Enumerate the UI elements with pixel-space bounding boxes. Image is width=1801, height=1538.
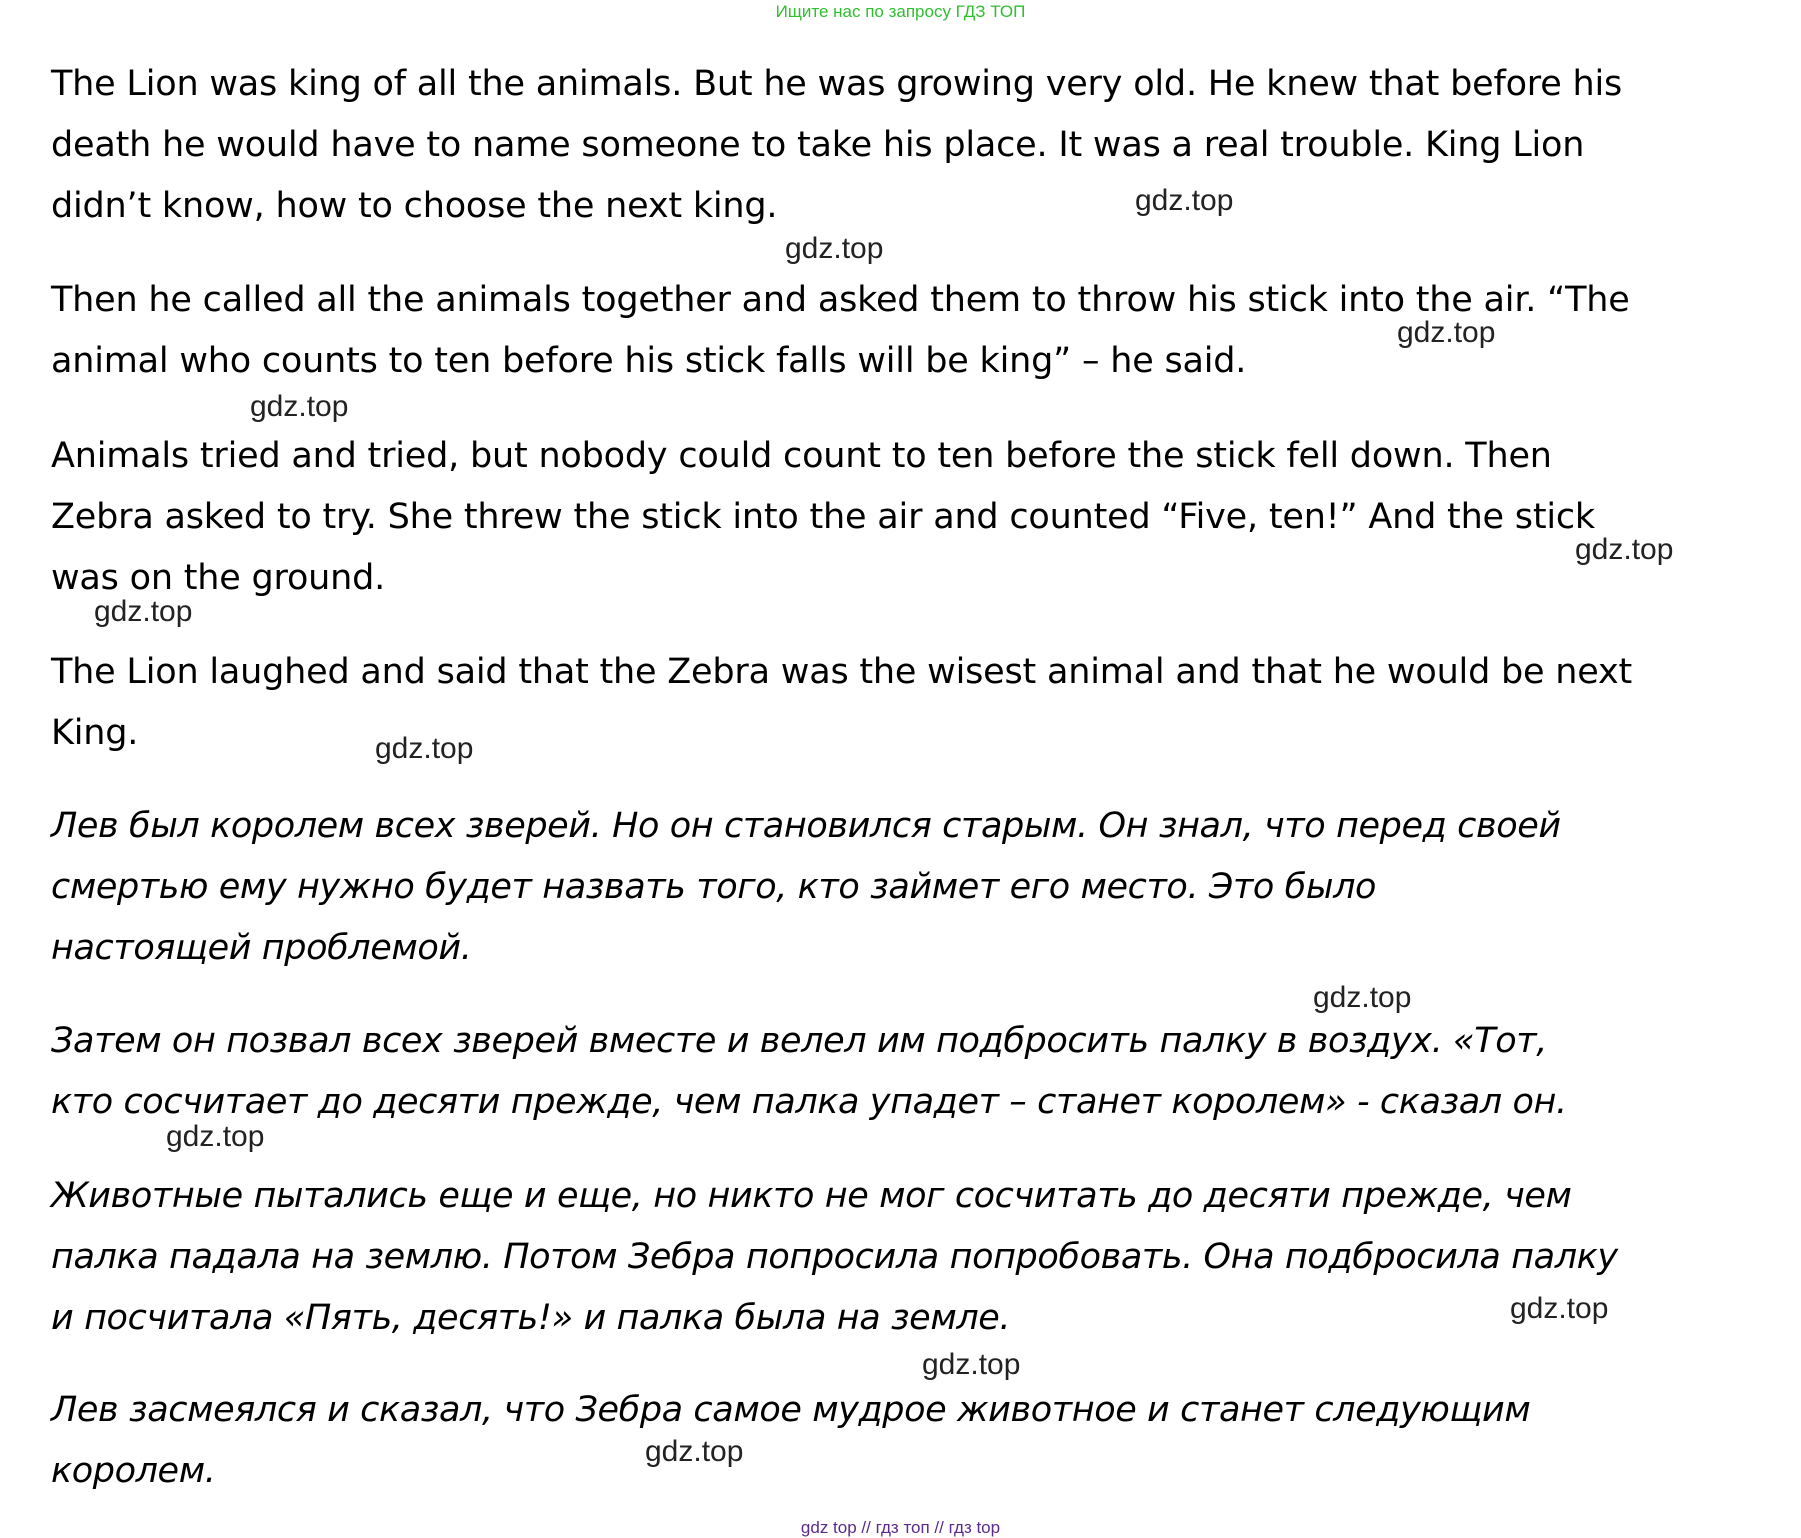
watermark: gdz.top xyxy=(166,1120,265,1153)
watermark: gdz.top xyxy=(375,732,474,765)
russian-paragraph-2: Затем он позвал всех зверей вместе и велел им подбросить палку в воздух. «Тот, кто сосчитает до десяти прежде, чем палка упадет – станет королем» - сказал он. xyxy=(51,1021,1567,1122)
russian-paragraph-3: Животные пытались еще и еще, но никто не мог сосчитать до десяти прежде, чем палка падала на землю. Потом Зебра попросила попробовать. Она подбросила палку и посчитала «Пять, десять!» и палка была на земле. xyxy=(51,1176,1618,1338)
watermark: gdz.top xyxy=(645,1435,744,1468)
english-paragraph-2: Then he called all the animals together and asked them to throw his stick into the air. “The animal who counts to ten before his stick falls will be king” – he said. xyxy=(51,280,1630,381)
watermark: gdz.top xyxy=(250,390,349,423)
russian-paragraph-1: Лев был королем всех зверей. Но он становился старым. Он знал, что перед своей смертью ему нужно будет назвать того, кто займет его место. Это было настоящей проблемой. xyxy=(51,806,1561,968)
watermark: gdz.top xyxy=(1397,316,1496,349)
english-paragraph-1: The Lion was king of all the animals. But he was growing very old. He knew that before his death he would have to name someone to take his place. It was a real trouble. King Lion didn’t know, how to choose the next king. xyxy=(51,64,1623,226)
watermark: gdz.top xyxy=(1135,184,1234,217)
watermark: gdz.top xyxy=(1313,981,1412,1014)
english-paragraph-4: The Lion laughed and said that the Zebra was the wisest animal and that he would be next King. xyxy=(51,652,1633,753)
watermark: gdz.top xyxy=(1510,1292,1609,1325)
english-paragraph-3: Animals tried and tried, but nobody could count to ten before the stick fell down. Then Zebra asked to try. She threw the stick into the air and counted “Five, ten!” And the stick was on the ground. xyxy=(51,436,1595,598)
watermark: gdz.top xyxy=(94,595,193,628)
watermark: gdz.top xyxy=(922,1348,1021,1381)
footer-links[interactable]: gdz top // гдз топ // гдз top xyxy=(800,1518,1001,1537)
watermark: gdz.top xyxy=(785,232,884,265)
russian-paragraph-4: Лев засмеялся и сказал, что Зебра самое мудрое животное и станет следующим королем. xyxy=(51,1390,1531,1491)
watermark: gdz.top xyxy=(1575,533,1674,566)
search-hint-link[interactable]: Ищите нас по запросу ГДЗ ТОП xyxy=(775,2,1026,21)
